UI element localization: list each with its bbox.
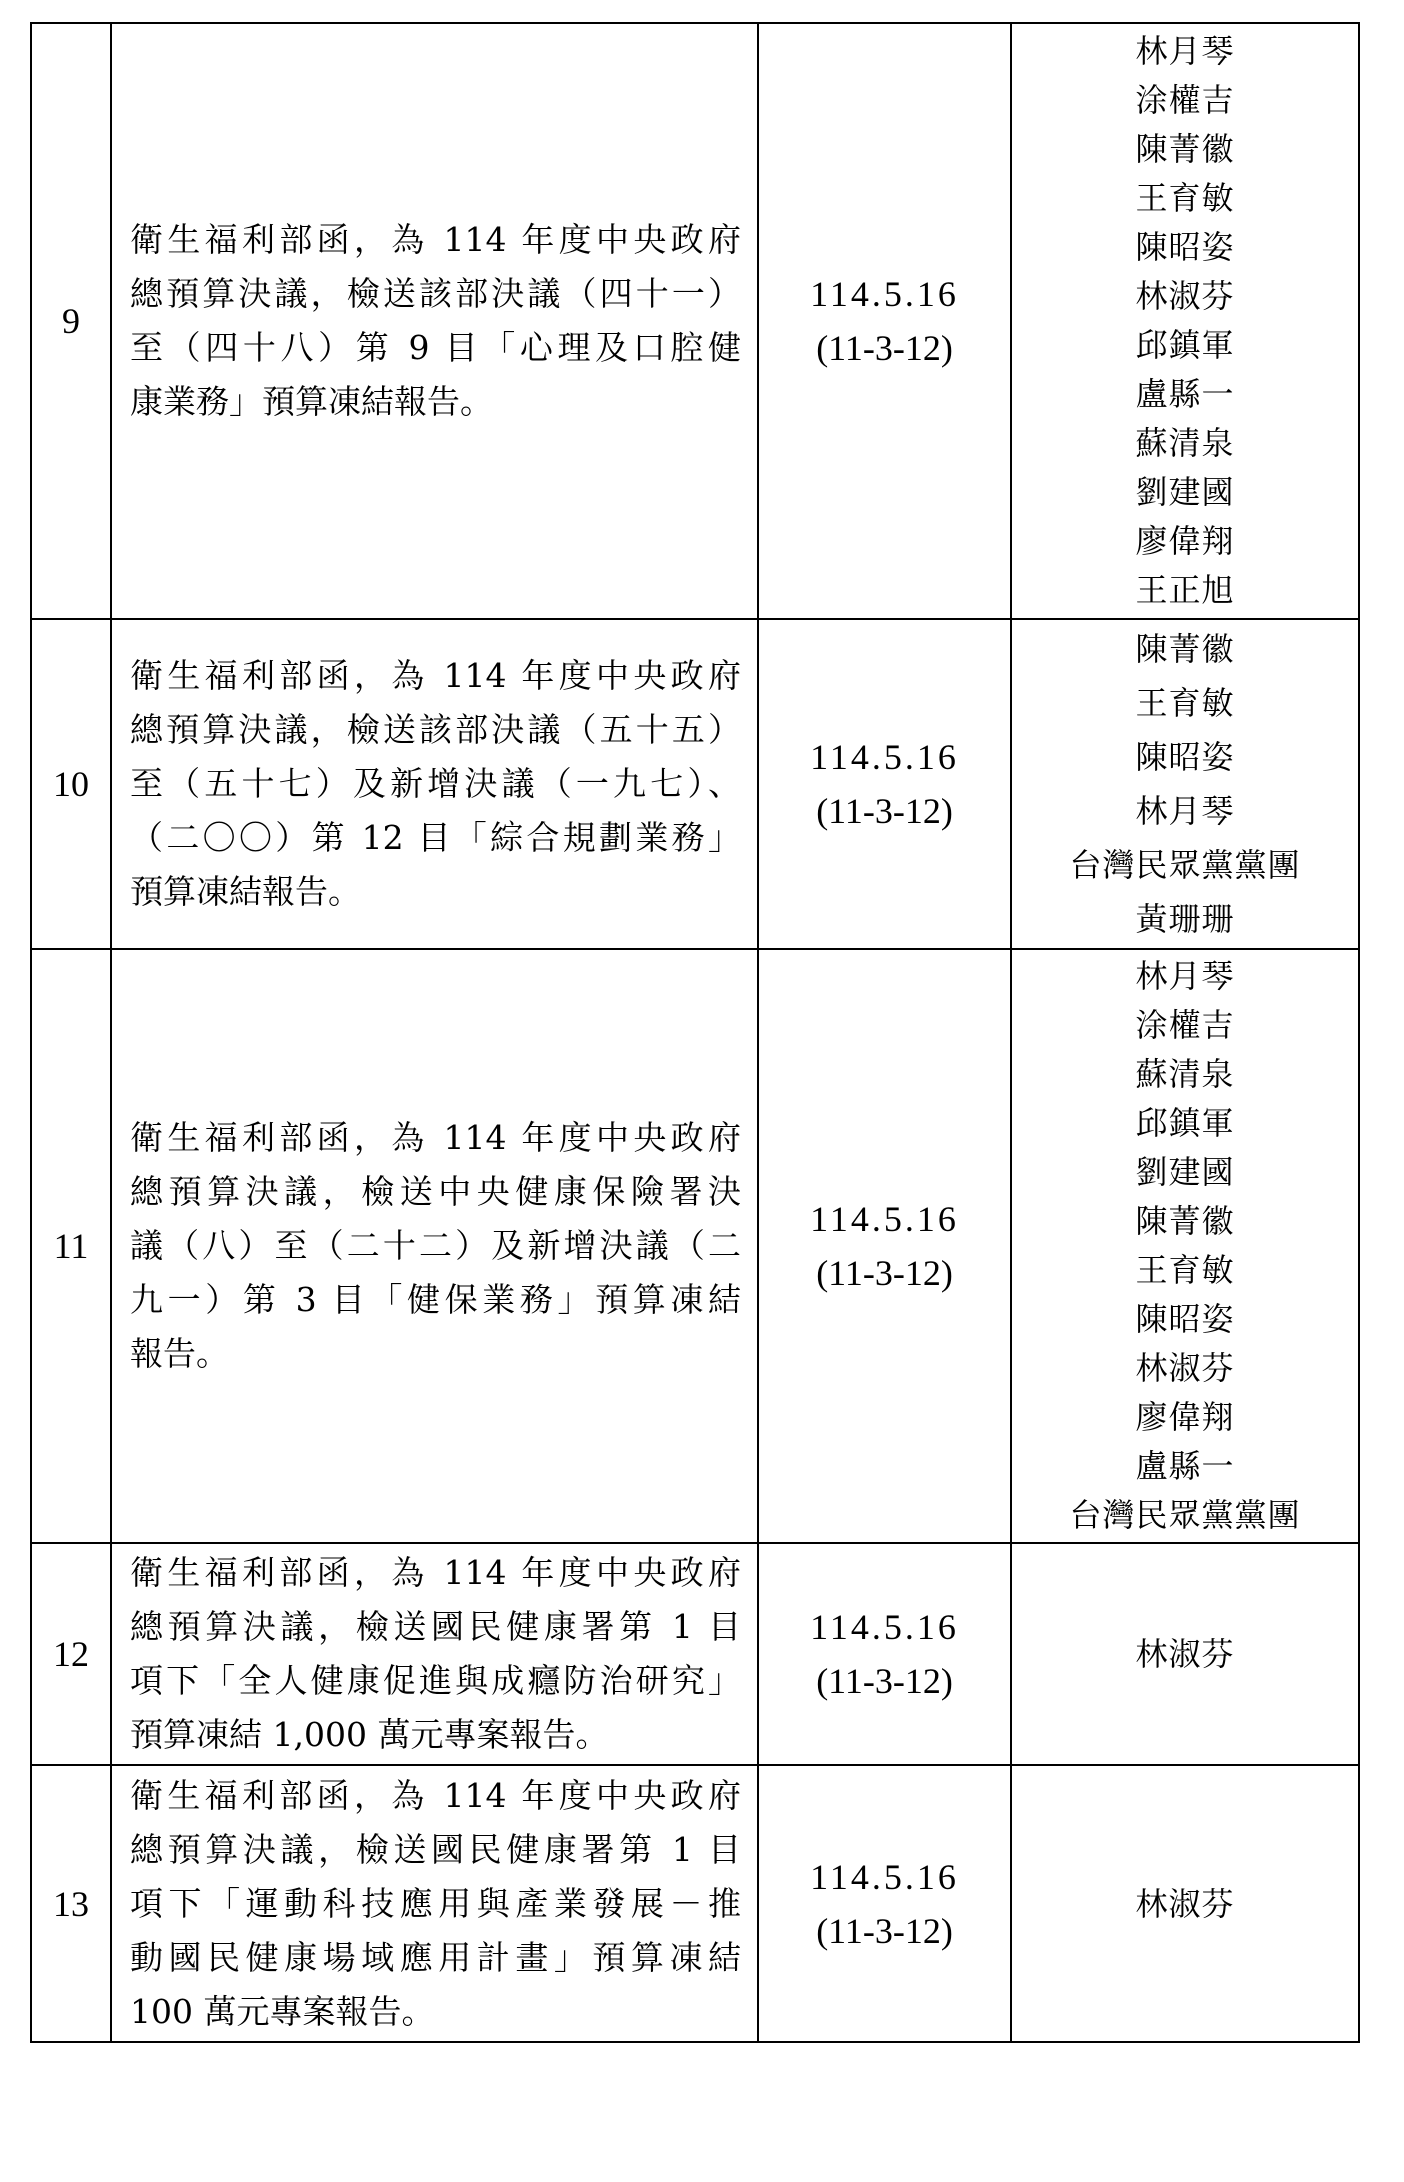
- proposer-name: 廖偉翔: [1135, 522, 1235, 560]
- proposer-name: 王育敏: [1135, 179, 1235, 217]
- table-row: [32, 24, 1360, 620]
- proposer-name: 林淑芬: [1135, 277, 1235, 315]
- proposer-name: 林月琴: [1135, 957, 1235, 995]
- table-row: [32, 620, 1360, 950]
- date: 114.5.16: [810, 737, 959, 777]
- description-line: 報告。: [130, 1334, 229, 1373]
- proposers-cell: [1012, 950, 1360, 1542]
- session-code: (11-3-12): [816, 791, 953, 831]
- agenda-table: [30, 22, 1360, 2043]
- description-line: 預算凍結報告。: [130, 872, 361, 911]
- description-line: 衛生福利部函，為 114 年度中央政府: [130, 1118, 741, 1157]
- date: 114.5.16: [810, 274, 959, 314]
- description-line: 100 萬元專案報告。: [130, 1991, 435, 2031]
- date-cell: [759, 1544, 1012, 1764]
- date-cell: [759, 1766, 1012, 2041]
- description-line: 至（四十八）第 9 目「心理及口腔健: [130, 328, 741, 367]
- date: 114.5.16: [810, 1856, 959, 1897]
- proposer-name: 劉建國: [1135, 473, 1235, 511]
- proposer-name: 劉建國: [1135, 1153, 1235, 1191]
- description-line: 項下「運動科技應用與產業發展－推: [130, 1883, 741, 1923]
- proposer-name: 盧縣一: [1135, 1447, 1235, 1485]
- item-number: 10: [53, 764, 89, 804]
- proposer-name: 林月琴: [1135, 792, 1235, 830]
- proposer-name: 蘇清泉: [1135, 424, 1235, 462]
- date-cell: [759, 620, 1012, 948]
- item-number: 13: [53, 1883, 89, 1924]
- proposer-name: 林淑芬: [1135, 1635, 1235, 1673]
- proposer-name: 蘇清泉: [1135, 1055, 1235, 1093]
- description-line: 衛生福利部函，為 114 年度中央政府: [130, 656, 741, 695]
- proposer-name: 邱鎮軍: [1135, 326, 1235, 364]
- proposer-name: 黃珊珊: [1135, 900, 1235, 938]
- table-row: [32, 950, 1360, 1544]
- proposer-name: 陳昭姿: [1135, 738, 1235, 776]
- proposer-name: 台灣民眾黨黨團: [1069, 846, 1301, 884]
- proposer-name: 陳菁徽: [1135, 130, 1235, 168]
- description-line: 總預算決議，檢送中央健康保險署決: [130, 1172, 741, 1211]
- session-code: (11-3-12): [816, 328, 953, 368]
- proposers-cell: [1012, 1544, 1360, 1764]
- date-cell: [759, 24, 1012, 618]
- proposer-name: 陳昭姿: [1135, 1300, 1235, 1338]
- proposers-cell: [1012, 1766, 1360, 2041]
- description-cell: [112, 24, 759, 618]
- item-number-cell: [32, 950, 112, 1542]
- description-line: 九一）第 3 目「健保業務」預算凍結: [130, 1280, 741, 1319]
- description-line: 總預算決議，檢送國民健康署第 1 目: [130, 1829, 741, 1869]
- proposer-name: 林月琴: [1135, 32, 1235, 70]
- date: 114.5.16: [810, 1199, 959, 1239]
- item-number-cell: [32, 620, 112, 948]
- proposer-name: 涂權吉: [1135, 1006, 1235, 1044]
- description-cell: [112, 950, 759, 1542]
- description-line: 總預算決議，檢送該部決議（四十一）: [130, 274, 741, 313]
- description-line: 總預算決議，檢送國民健康署第 1 目: [130, 1607, 741, 1646]
- proposer-name: 盧縣一: [1135, 375, 1235, 413]
- proposer-name: 林淑芬: [1135, 1884, 1235, 1923]
- proposer-name: 林淑芬: [1135, 1349, 1235, 1387]
- proposers-cell: [1012, 24, 1360, 618]
- proposer-name: 王育敏: [1135, 1251, 1235, 1289]
- description-line: 動國民健康場域應用計畫」預算凍結: [130, 1937, 741, 1977]
- proposer-name: 邱鎮軍: [1135, 1104, 1235, 1142]
- item-number: 11: [53, 1226, 89, 1266]
- description-line: 項下「全人健康促進與成癮防治研究」: [130, 1661, 741, 1700]
- date-cell: [759, 950, 1012, 1542]
- description-line: 議（八）至（二十二）及新增決議（二: [130, 1226, 741, 1265]
- description-line: 康業務」預算凍結報告。: [130, 382, 493, 421]
- proposer-name: 台灣民眾黨黨團: [1069, 1496, 1301, 1534]
- table-row: [32, 1544, 1360, 1766]
- session-code: (11-3-12): [816, 1661, 953, 1701]
- description-line: 衛生福利部函，為 114 年度中央政府: [130, 1553, 741, 1592]
- description-cell: [112, 1766, 759, 2041]
- description-line: 預算凍結 1,000 萬元專案報告。: [130, 1715, 609, 1754]
- proposer-name: 陳菁徽: [1135, 1202, 1235, 1240]
- description-cell: [112, 620, 759, 948]
- proposer-name: 陳菁徽: [1135, 630, 1235, 668]
- description-line: （二〇〇）第 12 目「綜合規劃業務」: [130, 818, 741, 857]
- proposer-name: 王育敏: [1135, 684, 1235, 722]
- item-number-cell: [32, 24, 112, 618]
- item-number: 12: [53, 1634, 89, 1674]
- proposers-cell: [1012, 620, 1360, 948]
- proposer-name: 陳昭姿: [1135, 228, 1235, 266]
- description-line: 至（五十七）及新增決議（一九七）、: [130, 764, 741, 803]
- proposer-name: 涂權吉: [1135, 81, 1235, 119]
- description-line: 衛生福利部函，為 114 年度中央政府: [130, 1775, 741, 1815]
- date: 114.5.16: [810, 1607, 959, 1647]
- proposer-name: 王正旭: [1135, 571, 1235, 609]
- item-number-cell: [32, 1544, 112, 1764]
- item-number: 9: [62, 301, 80, 341]
- table-row: [32, 1766, 1360, 2043]
- description-line: 總預算決議，檢送該部決議（五十五）: [130, 710, 741, 749]
- item-number-cell: [32, 1766, 112, 2041]
- description-line: 衛生福利部函，為 114 年度中央政府: [130, 220, 741, 259]
- description-cell: [112, 1544, 759, 1764]
- session-code: (11-3-12): [816, 1910, 953, 1951]
- session-code: (11-3-12): [816, 1253, 953, 1293]
- proposer-name: 廖偉翔: [1135, 1398, 1235, 1436]
